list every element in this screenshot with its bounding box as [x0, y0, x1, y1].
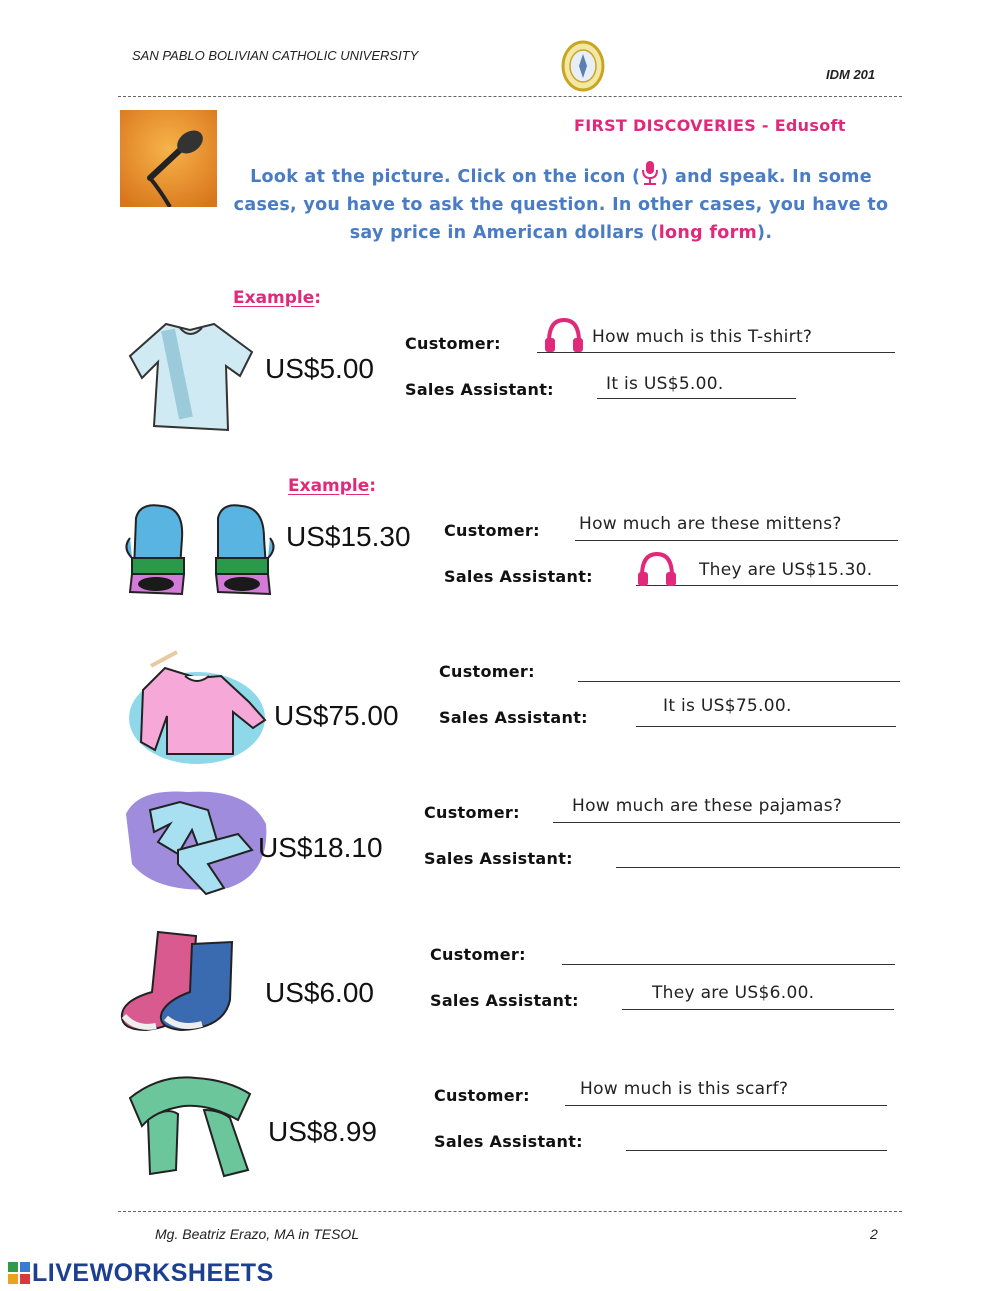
customer-label-4: Customer: — [424, 803, 520, 822]
sales-assistant-label-2: Sales Assistant: — [444, 567, 593, 586]
price-pajamas: US$18.10 — [258, 832, 383, 863]
assistant-answer-3: It is US$75.00. — [663, 696, 792, 716]
customer-answer-2: How much are these mittens? — [579, 514, 842, 534]
customer-answer-line-3[interactable] — [578, 681, 900, 682]
instructions-part3: ). — [757, 223, 773, 243]
customer-label-1: Customer: — [405, 334, 501, 353]
microphone-picture — [120, 110, 217, 207]
customer-answer-6: How much is this scarf? — [580, 1079, 789, 1099]
instructions-part2: ) and speak. In some cases, you have to ask the question. In other cases, you have to say price in American dollars ( — [233, 167, 889, 243]
university-name: SAN PABLO BOLIVIAN CATHOLIC UNIVERSITY — [132, 48, 419, 63]
customer-label-6: Customer: — [434, 1086, 530, 1105]
scarf-picture — [120, 1070, 254, 1182]
sales-assistant-label-6: Sales Assistant: — [434, 1132, 583, 1151]
microphone-icon — [640, 160, 660, 186]
customer-answer-line-2[interactable] — [575, 540, 898, 541]
sales-assistant-label-3: Sales Assistant: — [439, 708, 588, 727]
mittens-picture — [120, 498, 280, 602]
headphones-icon[interactable] — [636, 550, 678, 588]
instructions-highlight: long form — [658, 223, 758, 243]
assistant-answer-line-6[interactable] — [626, 1150, 887, 1151]
price-scarf: US$8.99 — [268, 1116, 377, 1147]
customer-answer-line-5[interactable] — [562, 964, 895, 965]
price-tshirt: US$5.00 — [265, 353, 374, 384]
instructions-part1: Look at the picture. Click on the icon ( — [250, 167, 641, 187]
footer-author: Mg. Beatriz Erazo, MA in TESOL — [155, 1226, 360, 1242]
customer-answer-line-6[interactable] — [565, 1105, 887, 1106]
headphones-icon[interactable] — [543, 316, 585, 354]
sweater-picture — [125, 646, 275, 768]
sales-assistant-label-1: Sales Assistant: — [405, 380, 554, 399]
customer-label-5: Customer: — [430, 945, 526, 964]
customer-answer-1: How much is this T-shirt? — [592, 327, 813, 347]
example-label-2: Example: — [288, 476, 377, 496]
header-divider — [118, 96, 902, 97]
price-sweater: US$75.00 — [274, 700, 399, 731]
sales-assistant-label-5: Sales Assistant: — [430, 991, 579, 1010]
price-socks: US$6.00 — [265, 977, 374, 1008]
customer-label-2: Customer: — [444, 521, 540, 540]
assistant-answer-1: It is US$5.00. — [606, 374, 724, 394]
assistant-answer-line-3[interactable] — [636, 726, 896, 727]
page-number: 2 — [870, 1226, 878, 1242]
example-label-1: Example: — [233, 288, 322, 308]
customer-label-3: Customer: — [439, 662, 535, 681]
instructions — [226, 160, 896, 247]
liveworksheets-logo-icon — [8, 1262, 30, 1284]
assistant-answer-2: They are US$15.30. — [699, 560, 873, 580]
sales-assistant-label-4: Sales Assistant: — [424, 849, 573, 868]
assistant-answer-line-5[interactable] — [622, 1009, 894, 1010]
university-seal-icon — [561, 40, 605, 92]
customer-answer-line-1[interactable] — [537, 352, 895, 353]
assistant-answer-line-1[interactable] — [597, 398, 796, 399]
customer-answer-4: How much are these pajamas? — [572, 796, 843, 816]
price-mittens: US$15.30 — [286, 521, 411, 552]
liveworksheets-brand[interactable]: LIVEWORKSHEETS — [32, 1259, 274, 1287]
footer-divider — [118, 1211, 902, 1212]
section-title: FIRST DISCOVERIES - Edusoft — [574, 116, 846, 135]
course-code: IDM 201 — [826, 67, 876, 82]
assistant-answer-line-4[interactable] — [616, 867, 900, 868]
assistant-answer-5: They are US$6.00. — [652, 983, 815, 1003]
tshirt-picture — [128, 318, 256, 436]
customer-answer-line-4[interactable] — [553, 822, 900, 823]
pajamas-picture — [118, 784, 270, 896]
socks-picture — [116, 926, 244, 1038]
